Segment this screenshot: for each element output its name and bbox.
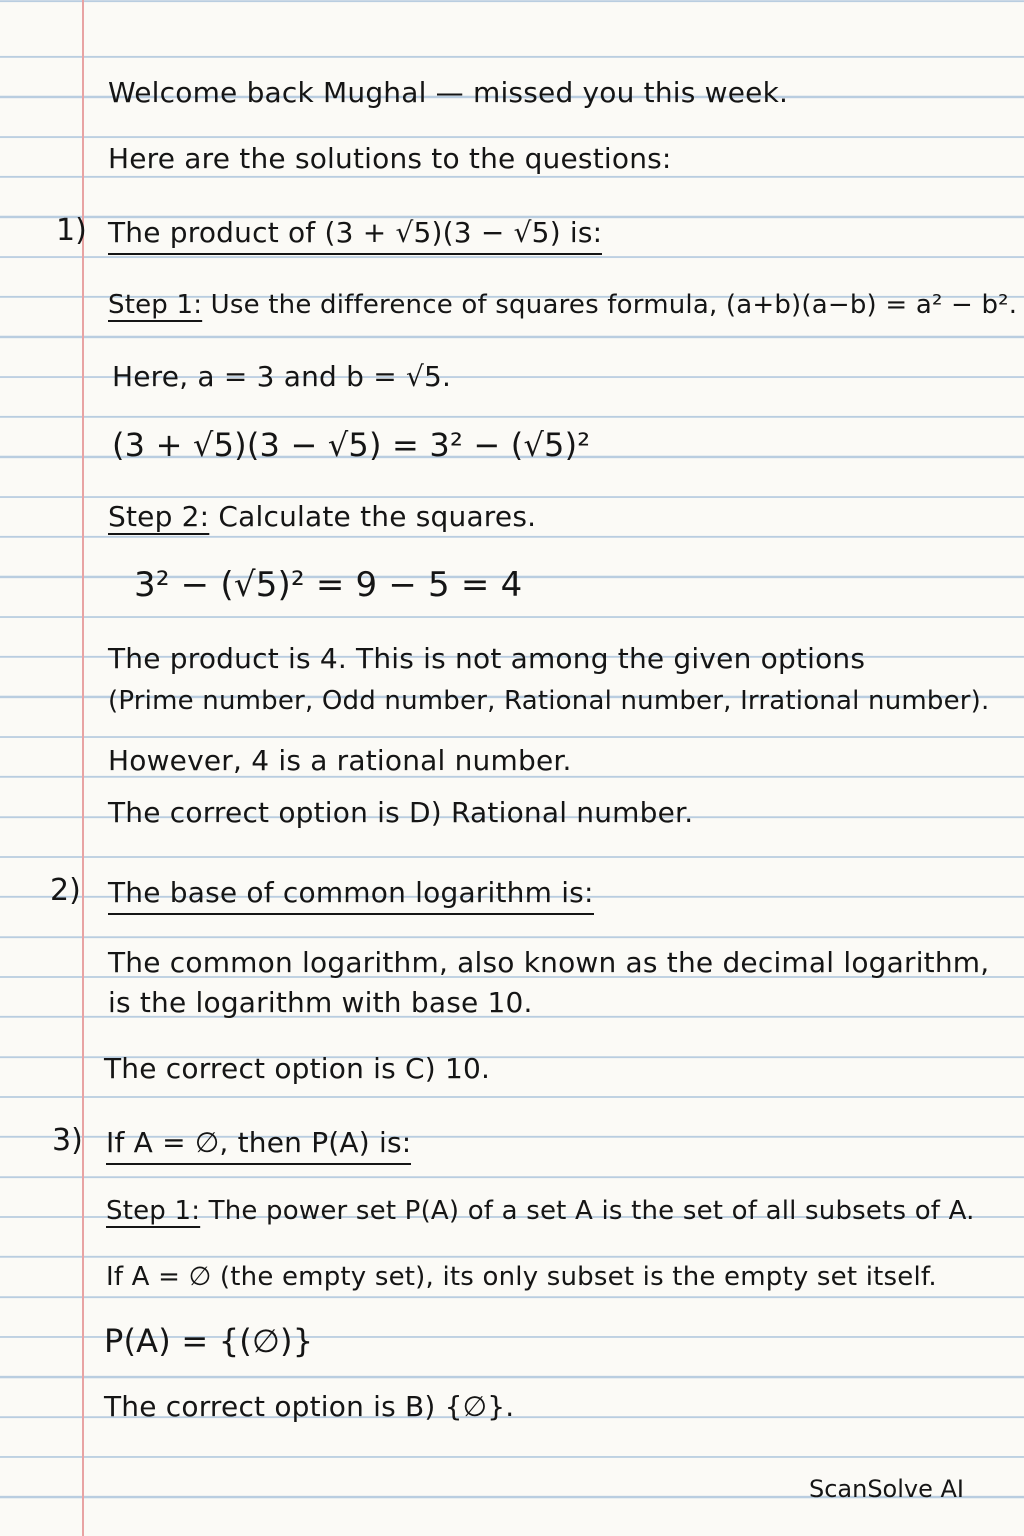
step-label: Step 1: — [108, 290, 203, 320]
step-text: The power set P(A) of a set A is the set of all subsets of A. — [200, 1196, 975, 1226]
step-label: Step 1: — [106, 1196, 201, 1226]
question-number: 1) — [56, 213, 87, 248]
q3-equation: P(A) = {(∅)} — [104, 1322, 314, 1360]
question-3-title — [106, 1126, 411, 1160]
q2-explain-line-2: is the logarithm with base 10. — [108, 986, 533, 1019]
question-number: 2) — [50, 873, 81, 908]
greeting-line: Welcome back Mughal — missed you this week. — [108, 76, 789, 109]
watermark-text: ScanSolve AI — [808, 1475, 964, 1503]
q2-explain-line-1: The common logarithm, also known as the decimal logarithm, — [108, 946, 990, 979]
question-3-text: If A = ∅, then P(A) is: — [106, 1126, 411, 1165]
q1-answer: The correct option is D) Rational number. — [108, 796, 694, 829]
question-2-title — [108, 876, 594, 910]
question-2-text: The base of common logarithm is: — [108, 876, 594, 915]
question-1-title — [108, 216, 602, 250]
q1-product-line: The product is 4. This is not among the given options — [108, 642, 866, 675]
q1-equation-1: (3 + √5)(3 − √5) = 3² − (√5)² — [112, 426, 591, 464]
question-number: 3) — [52, 1123, 83, 1158]
q1-step1-line — [108, 288, 1017, 322]
q1-here-line: Here, a = 3 and b = √5. — [112, 360, 452, 393]
question-1-text: The product of (3 + √5)(3 − √5) is: — [108, 216, 602, 255]
intro-line: Here are the solutions to the questions: — [108, 142, 672, 175]
q3-step1-line — [106, 1194, 975, 1228]
step-text: Calculate the squares. — [209, 500, 537, 533]
q1-options-line: (Prime number, Odd number, Rational number, Irrational number). — [108, 686, 990, 716]
q1-equation-2: 3² − (√5)² = 9 − 5 = 4 — [134, 565, 523, 605]
q3-if-line: If A = ∅ (the empty set), its only subset is the empty set itself. — [106, 1262, 937, 1292]
step-text: Use the difference of squares formula, (a+b)(a−b) = a² − b². — [202, 290, 1018, 320]
q2-answer: The correct option is C) 10. — [104, 1052, 491, 1085]
q1-step2-line — [108, 500, 536, 534]
q3-answer: The correct option is B) {∅}. — [104, 1390, 515, 1423]
step-label: Step 2: — [108, 500, 210, 533]
q1-however-line: However, 4 is a rational number. — [108, 744, 572, 777]
